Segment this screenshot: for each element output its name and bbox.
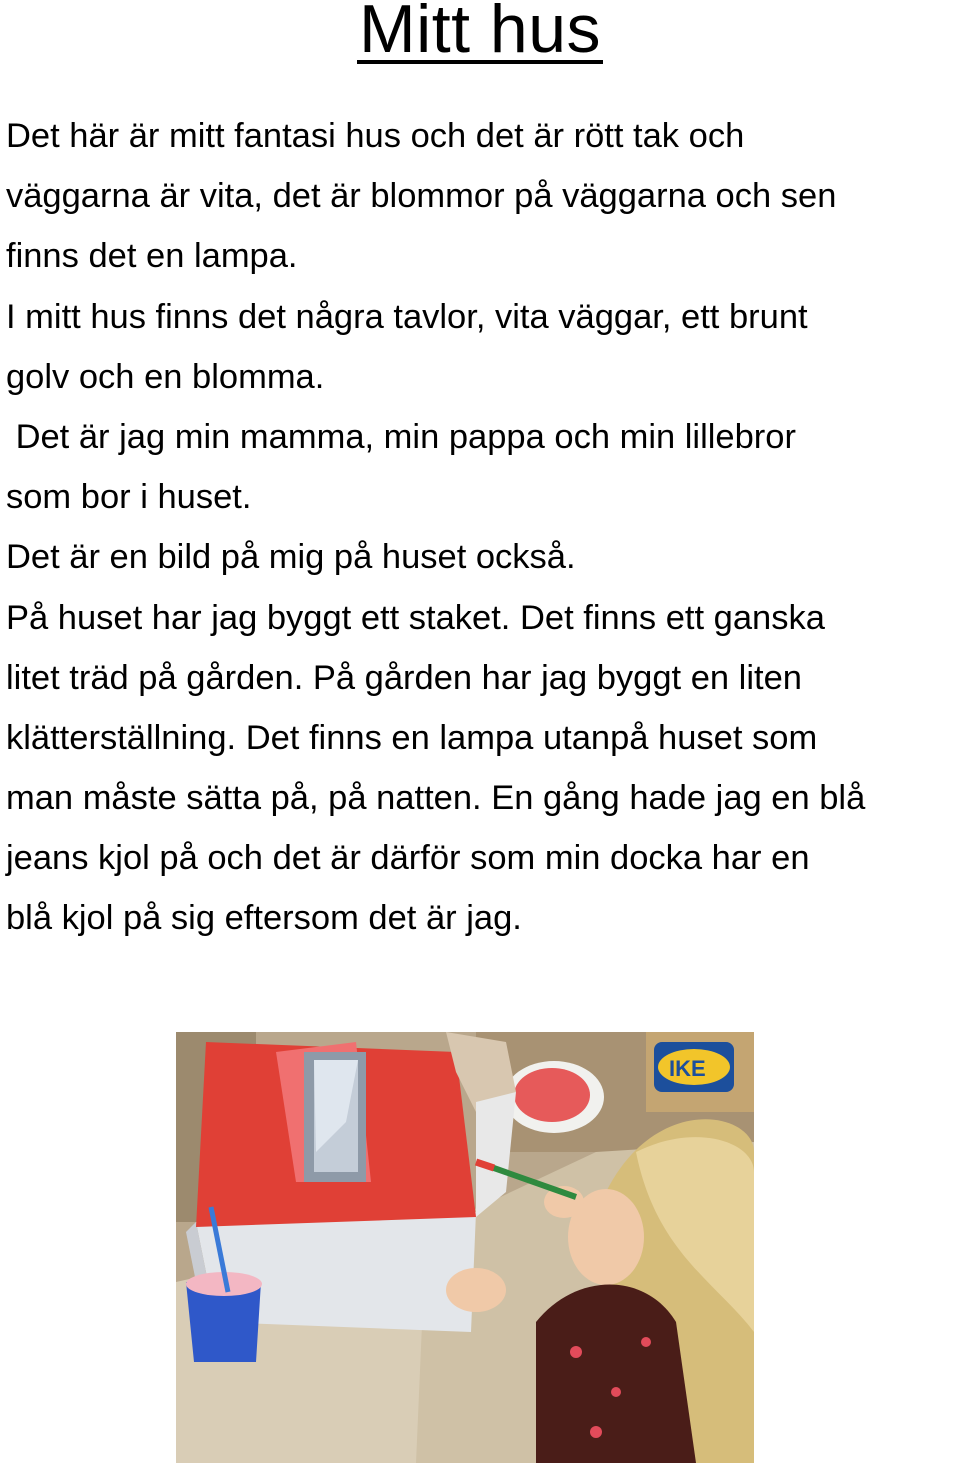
text-line: väggarna är vita, det är blommor på väggarna och sen (6, 177, 837, 216)
text-line: blå kjol på sig eftersom det är jag. (6, 899, 522, 938)
text-line: man måste sätta på, på natten. En gång hade jag en blå (6, 779, 866, 818)
text-line: litet träd på gården. På gården har jag byggt en liten (6, 658, 802, 697)
text-line: klätterställning. Det finns en lampa utanpå huset som (6, 718, 818, 757)
page-title: Mitt hus (358, 0, 602, 67)
photo-child-painting-house (176, 1032, 754, 1463)
text-line: Det här är mitt fantasi hus och det är rött tak och (6, 117, 745, 155)
text-line: finns det en lampa. (6, 237, 298, 276)
text-line: Det är jag min mamma, min pappa och min lillebror (6, 417, 796, 456)
text-line: jeans kjol på och det är därför som min docka har en (6, 839, 810, 878)
text-line: Det är en bild på mig på huset också. (6, 538, 576, 577)
title-container (0, 0, 960, 67)
text-line: som bor i huset. (6, 478, 252, 517)
ikea-box-label: IKE (669, 1056, 706, 1081)
text-line: I mitt hus finns det några tavlor, vita väggar, ett brunt (6, 297, 808, 336)
photo-illustration (176, 1032, 754, 1463)
text-line: golv och en blomma. (6, 357, 325, 396)
text-line: På huset har jag byggt ett staket. Det finns ett ganska (6, 598, 825, 637)
body-text (6, 106, 960, 949)
